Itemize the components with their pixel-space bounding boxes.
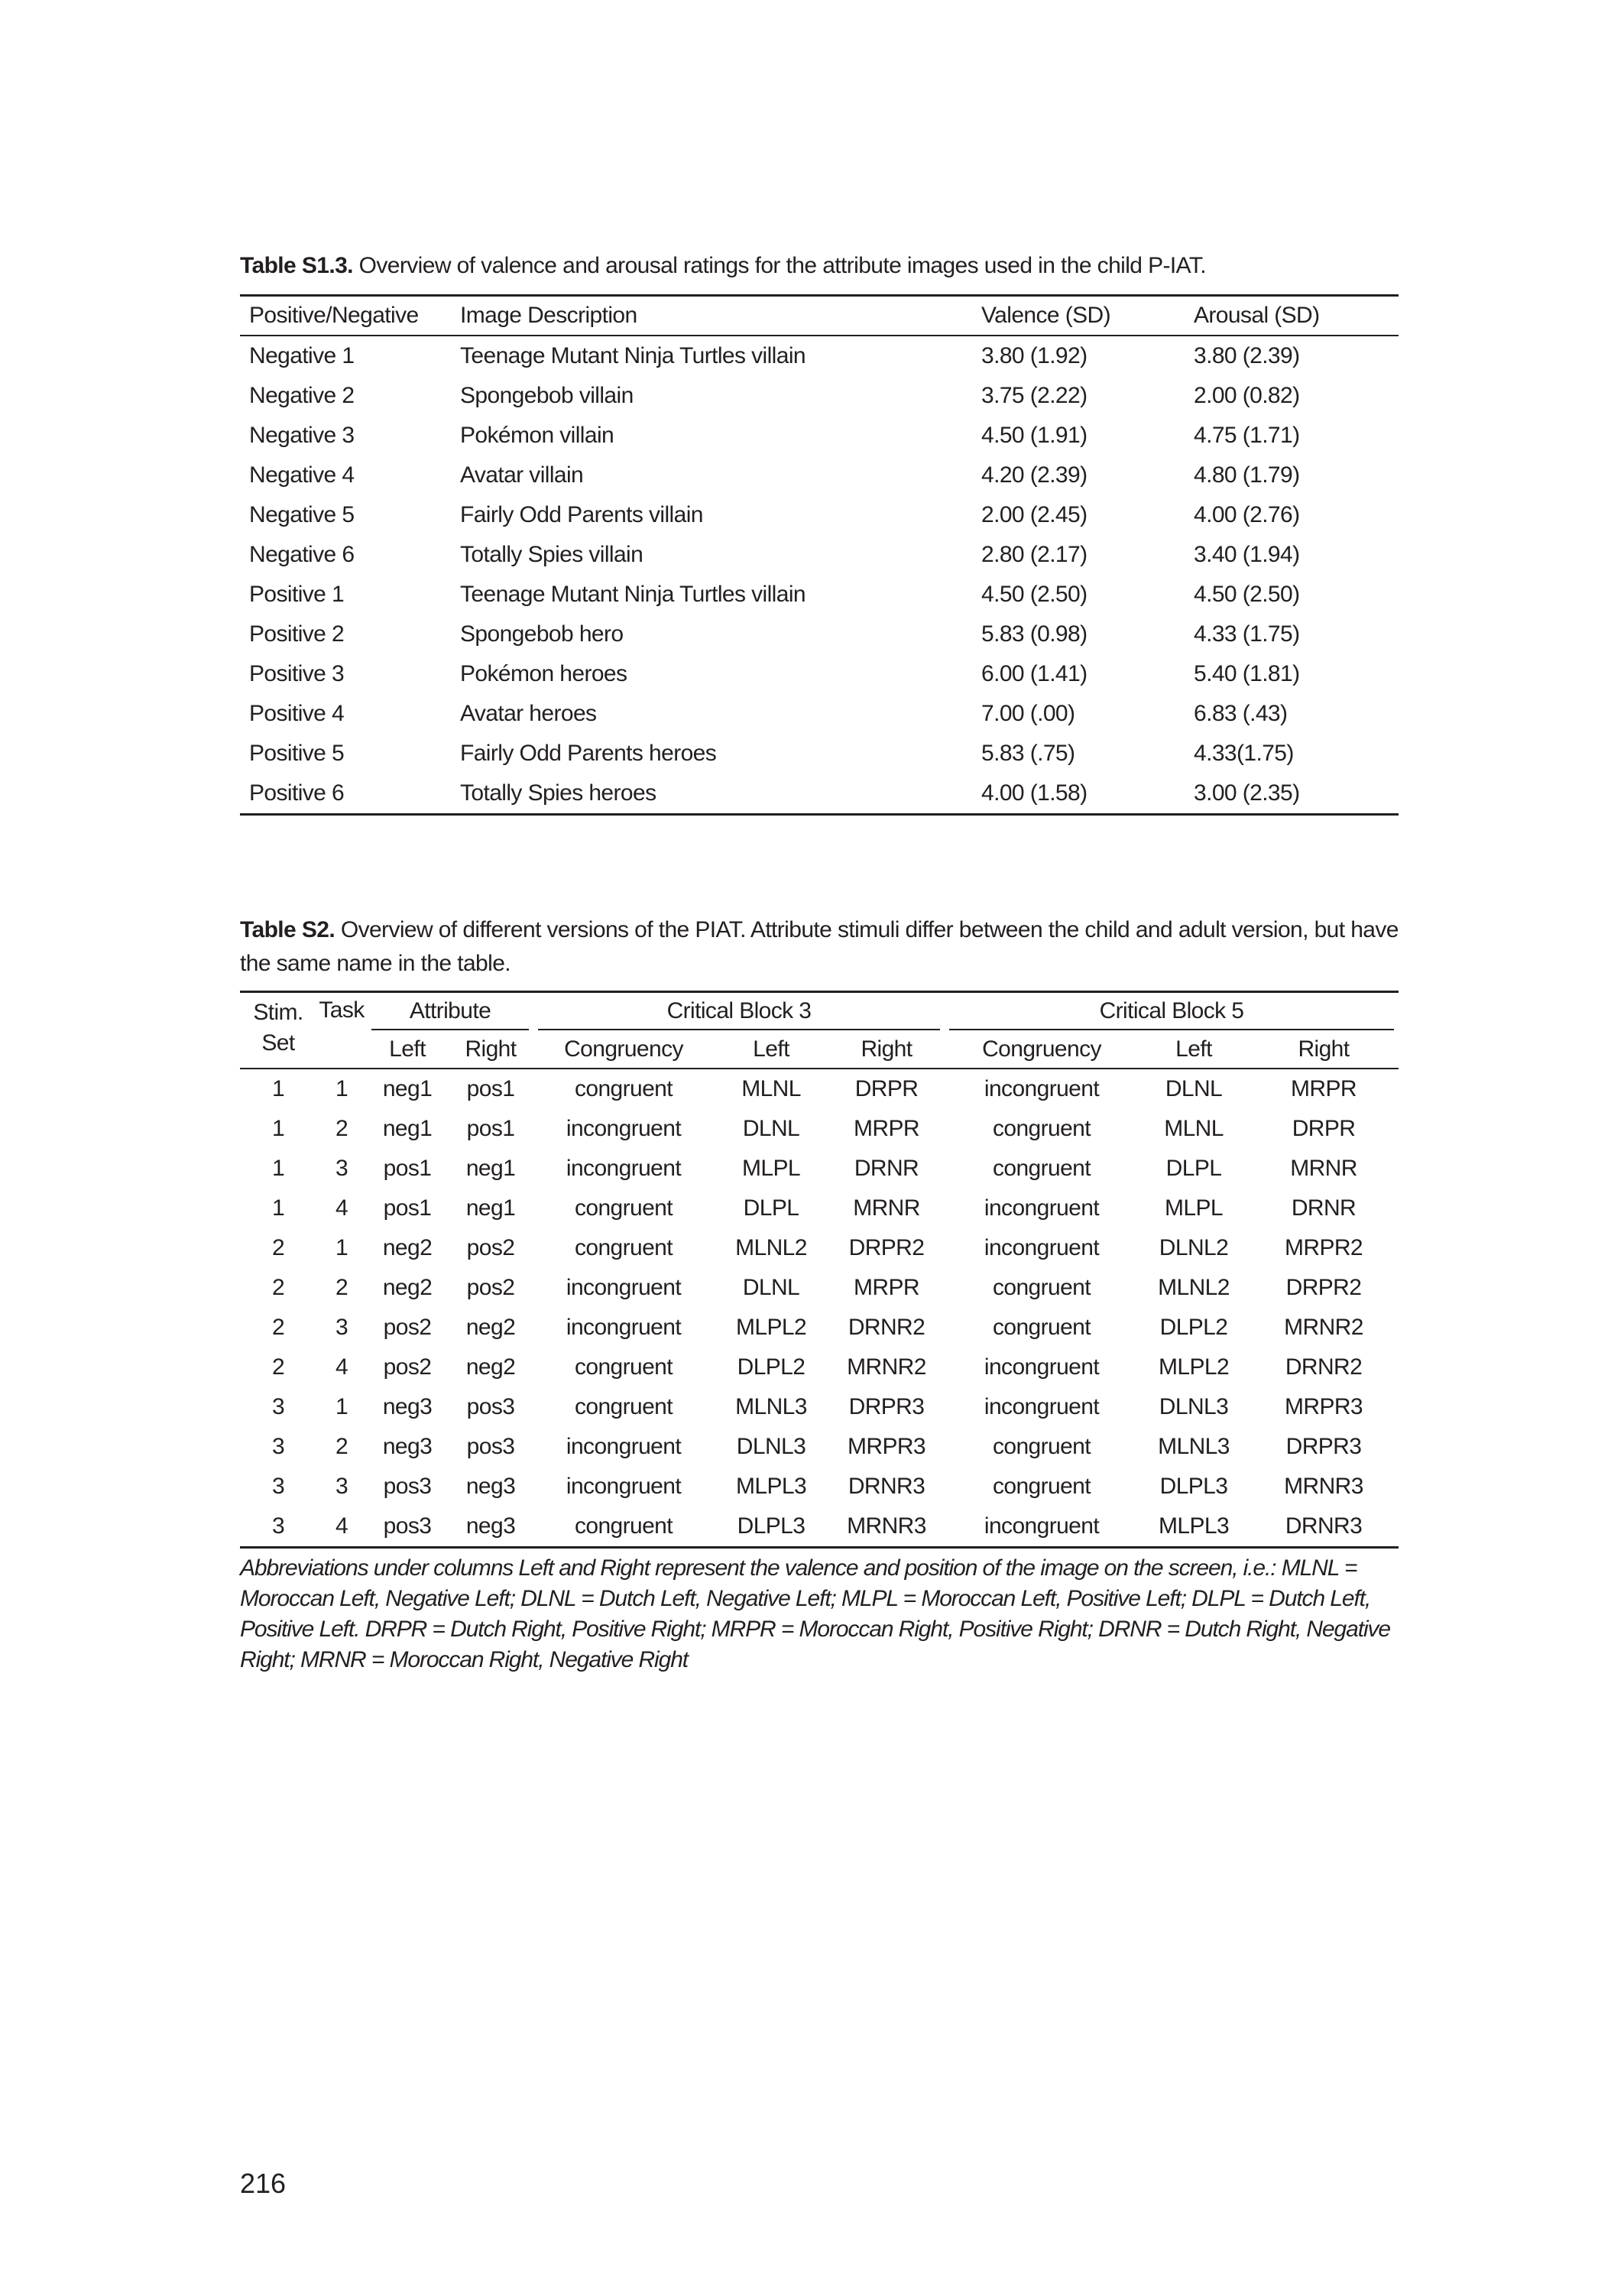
table-row [240, 774, 1399, 815]
cell-image-description: Totally Spies villain [460, 542, 643, 567]
cell-positive-negative: Negative 1 [249, 343, 355, 368]
column-header-valence: Valence (SD) [972, 296, 1185, 336]
cell-positive-negative: Negative 4 [249, 462, 355, 488]
cell-block3-congruency: congruent [574, 1513, 673, 1539]
cell-positive-negative: Negative 5 [249, 502, 355, 527]
cell-task: 2 [335, 1116, 348, 1141]
cell-attribute-left: pos2 [383, 1315, 432, 1340]
table-s2-note: Abbreviations under columns Left and Right represent the valence and position of the image on the screen, i.e.: MLNL = Moroccan Left, Negative Left; DLNL = Dutch Left, Negative Left; MLPL = Moroccan Left, Positive Left; DLPL = Dutch Left, Positive Left. DRPR = Dutch Right, Positive Right; MRPR = Moroccan Right, Positive Right; DRNR = Dutch Right, Negative Right; MRNR = Moroccan Right, Negative Right [240, 1555, 1390, 1672]
cell-image-description: Spongebob villain [460, 383, 634, 408]
cell-block3-right: DRNR [854, 1156, 919, 1181]
table-row [240, 1308, 1399, 1348]
column-header-attribute-left: Left [367, 1031, 448, 1069]
cell-block3-left: DLPL2 [737, 1354, 806, 1380]
cell-positive-negative: Positive 1 [249, 582, 345, 607]
cell-block3-right: MRPR3 [847, 1434, 925, 1459]
cell-task: 3 [335, 1315, 348, 1340]
cell-image-description: Teenage Mutant Ninja Turtles villain [460, 582, 806, 607]
cell-attribute-right: neg3 [465, 1513, 516, 1539]
cell-arousal: 4.33 (1.75) [1194, 621, 1300, 647]
table-row [240, 1189, 1399, 1228]
cell-positive-negative: Positive 3 [249, 661, 345, 686]
cell-task: 4 [335, 1195, 348, 1221]
column-group-critical-block-5 [945, 992, 1399, 1032]
cell-task: 3 [335, 1156, 348, 1181]
cell-block5-left: DLPL3 [1159, 1474, 1228, 1499]
cell-block5-right: MRNR3 [1284, 1474, 1363, 1499]
table-row [240, 1467, 1399, 1507]
cell-attribute-right: pos3 [466, 1394, 515, 1419]
cell-block5-left: DLPL [1165, 1156, 1222, 1181]
cell-attribute-right: pos2 [466, 1275, 515, 1300]
cell-block3-congruency: incongruent [566, 1116, 682, 1141]
table-row [240, 1507, 1399, 1548]
cell-image-description: Teenage Mutant Ninja Turtles villain [460, 343, 806, 368]
cell-block5-left: MLNL3 [1158, 1434, 1230, 1459]
cell-stim-set: 3 [271, 1394, 285, 1419]
cell-block3-right: DRNR3 [848, 1474, 925, 1499]
column-header-stim-set [240, 992, 316, 1069]
cell-valence: 5.83 (.75) [981, 741, 1075, 766]
cell-valence: 2.00 (2.45) [981, 502, 1088, 527]
cell-block5-left: DLPL2 [1159, 1315, 1228, 1340]
cell-block5-left: DLNL [1165, 1076, 1223, 1101]
cell-block5-right: MRPR3 [1284, 1394, 1363, 1419]
cell-block5-right: DRNR3 [1285, 1513, 1363, 1539]
cell-attribute-right: neg3 [465, 1474, 516, 1499]
cell-block5-right: MRNR2 [1284, 1315, 1363, 1340]
column-header-positive-negative: Positive/Negative [240, 296, 451, 336]
cell-stim-set: 2 [271, 1275, 285, 1300]
cell-block5-congruency: congruent [992, 1474, 1091, 1499]
cell-block3-congruency: congruent [574, 1394, 673, 1419]
cell-block5-right: DRPR [1292, 1116, 1356, 1141]
cell-block3-right: DRNR2 [848, 1315, 925, 1340]
cell-valence: 4.00 (1.58) [981, 780, 1088, 806]
cell-stim-set: 2 [271, 1315, 285, 1340]
column-header-block3-congruency: Congruency [533, 1031, 714, 1069]
cell-task: 2 [335, 1275, 348, 1300]
cell-stim-set: 3 [271, 1434, 285, 1459]
cell-image-description: Fairly Odd Parents villain [460, 502, 703, 527]
cell-stim-set: 1 [271, 1195, 285, 1221]
cell-attribute-left: neg2 [382, 1235, 433, 1260]
table-s13-header-row [240, 296, 1399, 336]
cell-attribute-left: pos2 [383, 1354, 432, 1380]
cell-arousal: 4.75 (1.71) [1194, 423, 1300, 448]
cell-arousal: 3.40 (1.94) [1194, 542, 1300, 567]
cell-attribute-left: neg1 [382, 1076, 433, 1101]
table-row [240, 416, 1399, 456]
cell-attribute-left: neg3 [382, 1394, 433, 1419]
table-row [240, 376, 1399, 416]
table-s13-caption-label: Table S1.3. [240, 253, 353, 278]
cell-block3-left: MLPL3 [735, 1474, 807, 1499]
cell-image-description: Avatar heroes [460, 701, 597, 726]
cell-block3-left: DLNL3 [736, 1434, 806, 1459]
cell-image-description: Totally Spies heroes [460, 780, 656, 806]
cell-block3-congruency: incongruent [566, 1315, 682, 1340]
table-s13-caption [240, 249, 1399, 283]
cell-block5-left: MLNL2 [1158, 1275, 1230, 1300]
column-header-stim-set-label: Stim. Set [253, 1000, 303, 1056]
cell-block5-left: MLPL2 [1158, 1354, 1230, 1380]
cell-valence: 3.75 (2.22) [981, 383, 1088, 408]
cell-block3-right: MRPR [854, 1116, 919, 1141]
cell-block5-congruency: incongruent [984, 1076, 1100, 1101]
cell-positive-negative: Positive 5 [249, 741, 345, 766]
cell-block5-congruency: incongruent [984, 1394, 1100, 1419]
cell-block5-congruency: congruent [992, 1434, 1091, 1459]
cell-task: 1 [335, 1076, 348, 1101]
cell-positive-negative: Negative 3 [249, 423, 355, 448]
cell-block3-right: DRPR3 [848, 1394, 925, 1419]
cell-attribute-left: neg2 [382, 1275, 433, 1300]
table-s2 [240, 991, 1399, 1549]
column-header-block3-right: Right [828, 1031, 945, 1069]
cell-block5-left: MLNL [1164, 1116, 1224, 1141]
cell-block3-left: DLPL3 [737, 1513, 806, 1539]
table-s2-header-row-sub [240, 1031, 1399, 1069]
table-row [240, 1268, 1399, 1308]
cell-block5-congruency: congruent [992, 1116, 1091, 1141]
cell-block3-congruency: congruent [574, 1235, 673, 1260]
cell-arousal: 2.00 (0.82) [1194, 383, 1300, 408]
cell-block3-congruency: incongruent [566, 1275, 682, 1300]
cell-block3-congruency: incongruent [566, 1434, 682, 1459]
column-group-critical-block-3 [533, 992, 945, 1032]
cell-valence: 4.20 (2.39) [981, 462, 1088, 488]
cell-block3-congruency: congruent [574, 1195, 673, 1221]
cell-attribute-right: pos3 [466, 1434, 515, 1459]
cell-valence: 5.83 (0.98) [981, 621, 1088, 647]
column-group-critical-block-3-label: Critical Block 3 [538, 994, 940, 1030]
cell-arousal: 5.40 (1.81) [1194, 661, 1300, 686]
cell-block5-left: MLPL3 [1158, 1513, 1230, 1539]
cell-block3-left: MLPL [742, 1156, 800, 1181]
cell-block5-congruency: congruent [992, 1315, 1091, 1340]
cell-block3-right: MRPR [854, 1275, 919, 1300]
cell-attribute-left: neg1 [382, 1116, 433, 1141]
cell-block3-left: DLNL [742, 1275, 800, 1300]
cell-block5-right: DRPR2 [1285, 1275, 1362, 1300]
column-header-image-description: Image Description [451, 296, 972, 336]
cell-positive-negative: Positive 6 [249, 780, 345, 806]
table-s2-caption-label: Table S2. [240, 917, 335, 942]
table-row [240, 456, 1399, 495]
table-s2-header-row-top [240, 992, 1399, 1032]
cell-attribute-left: pos3 [383, 1513, 432, 1539]
cell-attribute-left: neg3 [382, 1434, 433, 1459]
column-header-attribute-right: Right [448, 1031, 533, 1069]
cell-block5-congruency: incongruent [984, 1354, 1100, 1380]
table-s13-body [240, 336, 1399, 815]
cell-block5-right: MRPR2 [1284, 1235, 1363, 1260]
cell-block3-right: DRPR [854, 1076, 919, 1101]
cell-positive-negative: Negative 6 [249, 542, 355, 567]
table-row [240, 1348, 1399, 1387]
page-number: 216 [240, 2168, 287, 2199]
cell-task: 4 [335, 1354, 348, 1380]
cell-attribute-right: pos1 [466, 1116, 515, 1141]
cell-block3-left: DLPL [743, 1195, 799, 1221]
cell-arousal: 3.80 (2.39) [1194, 343, 1300, 368]
table-s2-caption-text: Overview of different versions of the PIAT. Attribute stimuli differ between the child and adult version, but have the same name in the table. [240, 917, 1399, 976]
cell-block5-left: DLNL2 [1159, 1235, 1229, 1260]
table-s2-caption [240, 913, 1399, 981]
column-header-block5-right: Right [1249, 1031, 1399, 1069]
cell-arousal: 4.00 (2.76) [1194, 502, 1300, 527]
table-s2-body [240, 1069, 1399, 1548]
cell-block5-congruency: congruent [992, 1156, 1091, 1181]
table-row [240, 615, 1399, 654]
cell-block5-right: DRPR3 [1285, 1434, 1362, 1459]
cell-block3-congruency: congruent [574, 1354, 673, 1380]
cell-task: 1 [335, 1235, 348, 1260]
cell-block5-left: DLNL3 [1159, 1394, 1229, 1419]
cell-attribute-left: pos1 [383, 1156, 432, 1181]
cell-block3-congruency: incongruent [566, 1474, 682, 1499]
cell-valence: 2.80 (2.17) [981, 542, 1088, 567]
cell-block3-left: MLPL2 [735, 1315, 807, 1340]
cell-stim-set: 2 [271, 1354, 285, 1380]
cell-positive-negative: Positive 4 [249, 701, 345, 726]
table-s13-caption-text: Overview of valence and arousal ratings for the attribute images used in the child P-IAT. [352, 253, 1206, 278]
cell-attribute-right: neg2 [465, 1354, 516, 1380]
cell-attribute-right: neg1 [465, 1156, 516, 1181]
cell-block3-left: DLNL [742, 1116, 800, 1141]
cell-block3-right: MRNR [853, 1195, 920, 1221]
cell-block3-right: DRPR2 [848, 1235, 925, 1260]
column-group-critical-block-5-label: Critical Block 5 [949, 994, 1394, 1030]
cell-task: 1 [335, 1394, 348, 1419]
column-header-block5-left: Left [1139, 1031, 1249, 1069]
cell-arousal: 6.83 (.43) [1194, 701, 1288, 726]
table-row [240, 1427, 1399, 1467]
cell-image-description: Avatar villain [460, 462, 584, 488]
table-row [240, 336, 1399, 376]
column-group-attribute-label: Attribute [371, 994, 529, 1030]
table-row [240, 734, 1399, 774]
cell-block3-congruency: incongruent [566, 1156, 682, 1181]
cell-task: 4 [335, 1513, 348, 1539]
cell-block5-congruency: incongruent [984, 1235, 1100, 1260]
cell-valence: 4.50 (2.50) [981, 582, 1088, 607]
cell-stim-set: 1 [271, 1116, 285, 1141]
cell-block3-right: MRNR2 [847, 1354, 926, 1380]
cell-image-description: Pokémon heroes [460, 661, 627, 686]
table-row [240, 575, 1399, 615]
cell-attribute-right: pos2 [466, 1235, 515, 1260]
cell-attribute-right: neg1 [465, 1195, 516, 1221]
cell-block3-left: MLNL [741, 1076, 801, 1101]
cell-image-description: Pokémon villain [460, 423, 614, 448]
cell-stim-set: 3 [271, 1474, 285, 1499]
cell-stim-set: 3 [271, 1513, 285, 1539]
cell-arousal: 3.00 (2.35) [1194, 780, 1300, 806]
table-row [240, 535, 1399, 575]
cell-arousal: 4.50 (2.50) [1194, 582, 1300, 607]
cell-valence: 4.50 (1.91) [981, 423, 1088, 448]
cell-valence: 7.00 (.00) [981, 701, 1075, 726]
cell-stim-set: 1 [271, 1156, 285, 1181]
table-row [240, 694, 1399, 734]
cell-image-description: Fairly Odd Parents heroes [460, 741, 717, 766]
cell-valence: 6.00 (1.41) [981, 661, 1088, 686]
cell-arousal: 4.33(1.75) [1194, 741, 1294, 766]
column-header-block5-congruency: Congruency [945, 1031, 1139, 1069]
cell-block5-right: MRNR [1290, 1156, 1357, 1181]
table-s13 [240, 294, 1399, 816]
cell-arousal: 4.80 (1.79) [1194, 462, 1300, 488]
table-row [240, 1149, 1399, 1189]
column-group-attribute [367, 992, 533, 1032]
table-row [240, 1387, 1399, 1427]
cell-block5-congruency: incongruent [984, 1513, 1100, 1539]
cell-attribute-right: pos1 [466, 1076, 515, 1101]
cell-attribute-right: neg2 [465, 1315, 516, 1340]
column-header-block3-left: Left [714, 1031, 828, 1069]
column-header-task: Task [316, 992, 367, 1069]
cell-positive-negative: Positive 2 [249, 621, 345, 647]
cell-positive-negative: Negative 2 [249, 383, 355, 408]
cell-block5-left: MLPL [1165, 1195, 1223, 1221]
cell-task: 2 [335, 1434, 348, 1459]
cell-block3-congruency: congruent [574, 1076, 673, 1101]
cell-block5-right: DRNR [1291, 1195, 1357, 1221]
cell-stim-set: 1 [271, 1076, 285, 1101]
cell-block3-left: MLNL3 [735, 1394, 807, 1419]
cell-block5-right: MRPR [1291, 1076, 1357, 1101]
column-header-arousal: Arousal (SD) [1185, 296, 1399, 336]
cell-block5-congruency: incongruent [984, 1195, 1100, 1221]
table-row [240, 1109, 1399, 1149]
cell-valence: 3.80 (1.92) [981, 343, 1088, 368]
cell-task: 3 [335, 1474, 348, 1499]
cell-block3-right: MRNR3 [847, 1513, 926, 1539]
table-row [240, 1069, 1399, 1109]
table-row [240, 1228, 1399, 1268]
cell-image-description: Spongebob hero [460, 621, 624, 647]
cell-attribute-left: pos1 [383, 1195, 432, 1221]
cell-attribute-left: pos3 [383, 1474, 432, 1499]
cell-block5-right: DRNR2 [1285, 1354, 1363, 1380]
cell-stim-set: 2 [271, 1235, 285, 1260]
table-row [240, 654, 1399, 694]
cell-block3-left: MLNL2 [735, 1235, 807, 1260]
cell-block5-congruency: congruent [992, 1275, 1091, 1300]
table-row [240, 495, 1399, 535]
